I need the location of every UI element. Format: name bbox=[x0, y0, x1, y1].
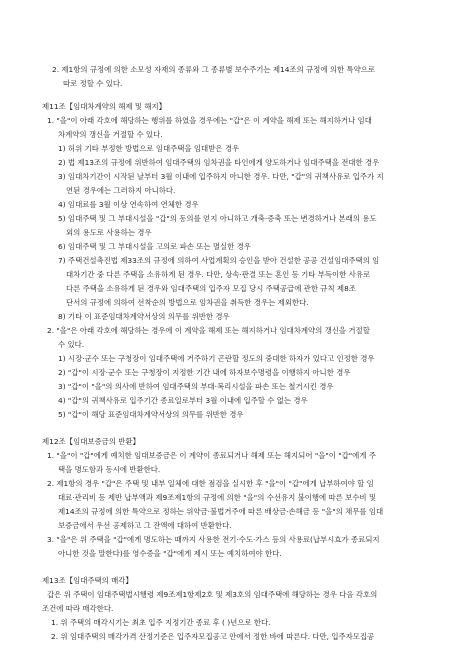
text-line: 2. "을"은 아래 각호에 해당하는 경우에 이 계약을 해제 또는 해지하거나 임대차계약의 갱신을 거절할 bbox=[47, 326, 370, 335]
text-line: 6) 임대주택 및 그 부대시설을 고의로 파손 또는 멸실한 경우 bbox=[58, 242, 251, 251]
text-line: 연된 경우에는 그러하지 아니하다. bbox=[66, 186, 176, 195]
text-line: 제14조의 규정에 의한 특약으로 정하는 위약금·불법거주에 따른 배상금·손해금 등 "을"의 채무를 임대 bbox=[58, 507, 384, 516]
text-line: 갑은 위 주택이 임대주택법시행령 제9조제1항제2호 및 제3호의 임대주택에 해당하는 경우 다음 각호의 bbox=[47, 590, 378, 599]
text-line: 1. "을"이 아래 각호에 해당하는 행위를 하였을 경우에는 "갑"은 이 계약을 해제 또는 해지하거나 임대 bbox=[47, 116, 372, 125]
text-line: 단서의 규정에 의하여 선착순의 방법으로 임차권을 취득한 경우는 제외한다. bbox=[66, 298, 309, 307]
text-line: 1. 위 주택의 매각시기는 최초 입주 지정기간 종료 후 ( )년으로 한다. bbox=[51, 618, 271, 627]
text-line: 1. "을"이 "갑"에게 예치한 임대보증금은 이 계약이 종료되거나 해제 또는 해지되어 "을"이 "갑"에게 주 bbox=[47, 451, 376, 460]
text-line: 4) "갑"의 귀책사유로 입주기간 종료일로부터 3월 이내에 입주할 수 없는 경우 bbox=[58, 396, 308, 405]
section-heading: 제12조【임대보증금의 반환】 bbox=[42, 437, 140, 446]
text-line: 5) 임대주택 및 그 부대시설을 "갑"의 동의를 얻지 아니하고 개축·증축 또는 변경하거나 본래의 용도 bbox=[58, 214, 377, 223]
text-line: 3. "을"은 위 주택을 "갑"에게 명도하는 때까지 사용한 전기·수도·가스 등의 사용료(납부시효가 종료되지 bbox=[47, 535, 380, 544]
text-line: 7) 주택건설촉진법 제33조의 규정에 의하여 사업계획의 승인을 받아 건설한 공공 건설임대주택의 임 bbox=[58, 256, 380, 265]
text-line: 2) "갑"이 시장·군수 또는 구청장이 지정한 기간 내에 하자보수명령을 이행하지 아니한 경우 bbox=[58, 368, 351, 377]
text-line: 보증금에서 우선 공제하고 그 잔액에 대하여 반환한다. bbox=[58, 521, 232, 530]
text-line: 차계약의 갱신을 거절할 수 있다. bbox=[58, 130, 163, 139]
text-line: 대료·관리비 등 제반 납부액과 제9조제1항의 규정에 의한 "을"의 수선유지 불이행에 따른 보수비 및 bbox=[58, 493, 377, 502]
section-heading: 제11조【임대차계약의 해제 및 해지】 bbox=[42, 102, 167, 111]
text-line: 5) "갑"이 해당 표준임대차계약서상의 의무를 위반한 경우 bbox=[58, 410, 244, 419]
text-line: 3) 임대차기간이 시작된 날부터 3월 이내에 입주하지 아니한 경우. 다만, "갑"의 귀책사유로 입주가 지 bbox=[58, 172, 384, 181]
text-line: 2. 제1항의 경우 "갑"은 주택 및 내부 일체에 대한 점검을 실시한 후 "을"이 "갑"에게 납부하여야 할 임 bbox=[47, 479, 374, 488]
text-line: 2) 법 제13조의 규정에 위반하여 임대주택의 임차권을 타인에게 양도하거나 임대주택을 전대한 경우 bbox=[58, 158, 380, 167]
text-line: 3) "갑"이 "을"의 의사에 반하여 임대주택의 부대·복리시설을 파손 또는 철거시킨 경우 bbox=[58, 382, 334, 391]
text-line: 2. 위 임대주택의 매각가격 산정기준은 입주자모집공고 안에서 정한 바에 따른다. 다만, 입주자모집공 bbox=[51, 632, 375, 641]
section-heading: 제13조【임대주택의 매각】 bbox=[42, 576, 133, 585]
text-line: 2. 제1항의 규정에 의한 소모성 자재의 종류와 그 종류별 보수주기는 제14조의 규정에 의한 특약으로 bbox=[52, 65, 375, 74]
text-line: 아니한 것을 말한다)를 영수증을 "갑"에게 제시 또는 예치하여야 한다. bbox=[58, 549, 282, 558]
text-line: 따로 정할 수 있다. bbox=[63, 79, 123, 88]
text-line: 외의 용도로 사용하는 경우 bbox=[66, 228, 152, 237]
text-line: 1) 시장·군수 또는 구청장이 임대주택에 거주하기 곤란할 정도의 중대한 하자가 있다고 인정한 경우 bbox=[58, 354, 375, 363]
text-line: 8) 기타 이 표준임대차계약서상의 의무를 위반한 경우 bbox=[58, 312, 230, 321]
text-line: 대차기간 중 다른 주택을 소유하게 된 경우. 다만, 상속·판결 또는 혼인 등 기타 부득이한 사유로 bbox=[66, 270, 371, 279]
text-line: 택을 명도함과 동시에 반환한다. bbox=[58, 465, 161, 474]
text-line: 조건에 따라 매각한다. bbox=[42, 604, 114, 613]
text-line: 1) 허위 기타 부정한 방법으로 임대주택을 임대받은 경우 bbox=[58, 144, 240, 153]
text-line: 4) 임대료를 3월 이상 연속하여 연체한 경우 bbox=[58, 200, 199, 209]
text-line: 다른 주택을 소유하게 된 경우와 임대주택의 입주자 모집 당시 주택공급에 관한 규칙 제8조 bbox=[66, 284, 356, 293]
text-line: 수 있다. bbox=[58, 340, 85, 349]
